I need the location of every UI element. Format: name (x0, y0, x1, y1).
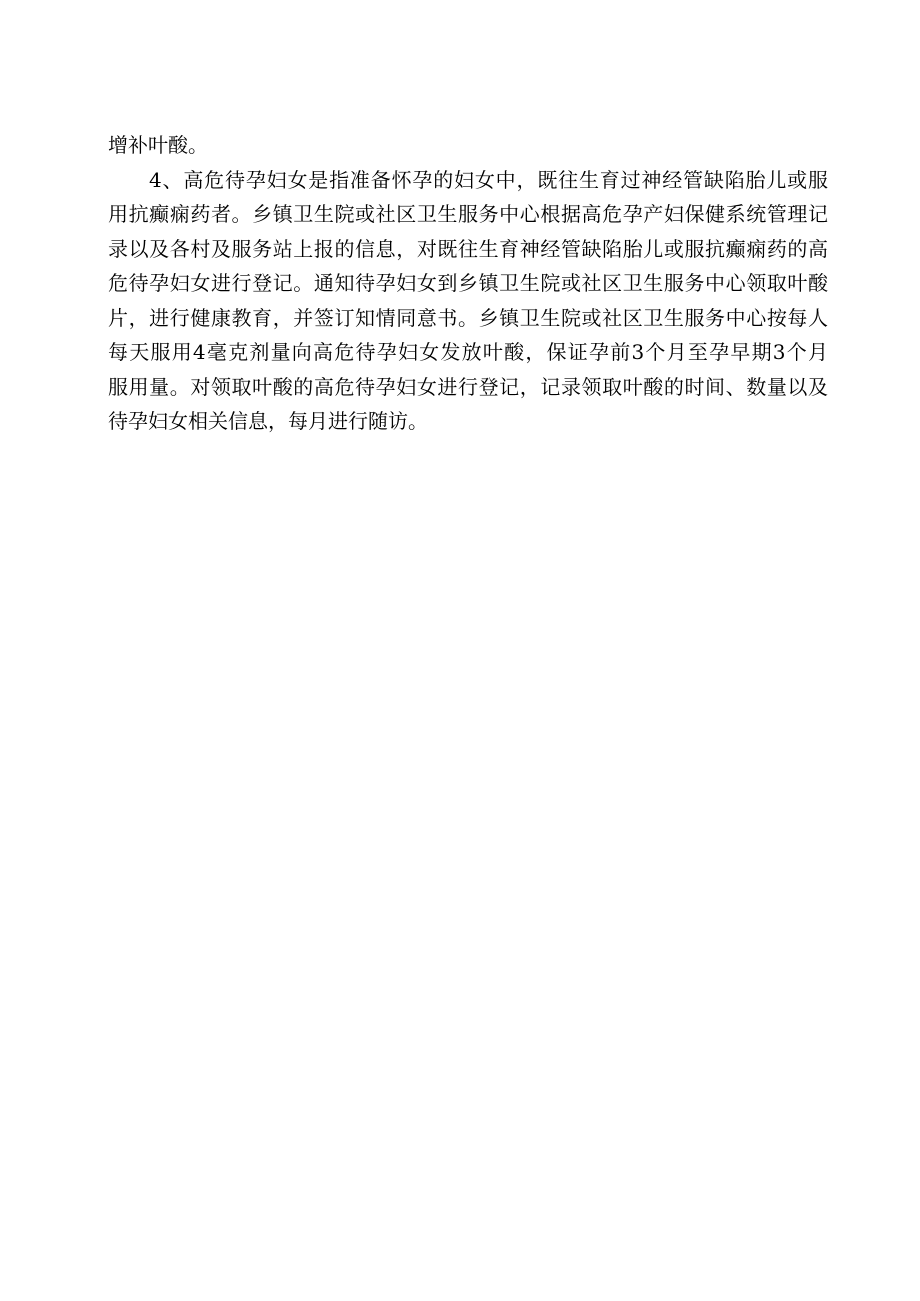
paragraph-line-1: 增补叶酸。 (108, 133, 208, 157)
paragraph-line-3: 用抗癫痫药者。乡镇卫生院或社区卫生服务中心根据高危孕产妇保健系统管理记 (108, 202, 828, 226)
paragraph-line-7: 每天服用4毫克剂量向高危待孕妇女发放叶酸，保证孕前3个月至孕早期3个月 (108, 340, 828, 364)
paragraph-line-9: 待孕妇女相关信息，每月进行随访。 (108, 409, 428, 433)
paragraph-line-4: 录以及各村及服务站上报的信息，对既往生育神经管缺陷胎儿或服抗癫痫药的高 (108, 236, 828, 261)
paragraph-line-6: 片，进行健康教育，并签订知情同意书。乡镇卫生院或社区卫生服务中心按每人 (108, 305, 828, 330)
paragraph-line-5: 危待孕妇女进行登记。通知待孕妇女到乡镇卫生院或社区卫生服务中心领取叶酸 (108, 271, 828, 295)
body-text (108, 128, 828, 439)
paragraph-line-2: 4、高危待孕妇女是指准备怀孕的妇女中，既往生育过神经管缺陷胎儿或服 (149, 167, 828, 192)
paragraph-line-8: 服用量。对领取叶酸的高危待孕妇女进行登记，记录领取叶酸的时间、数量以及 (108, 374, 828, 399)
